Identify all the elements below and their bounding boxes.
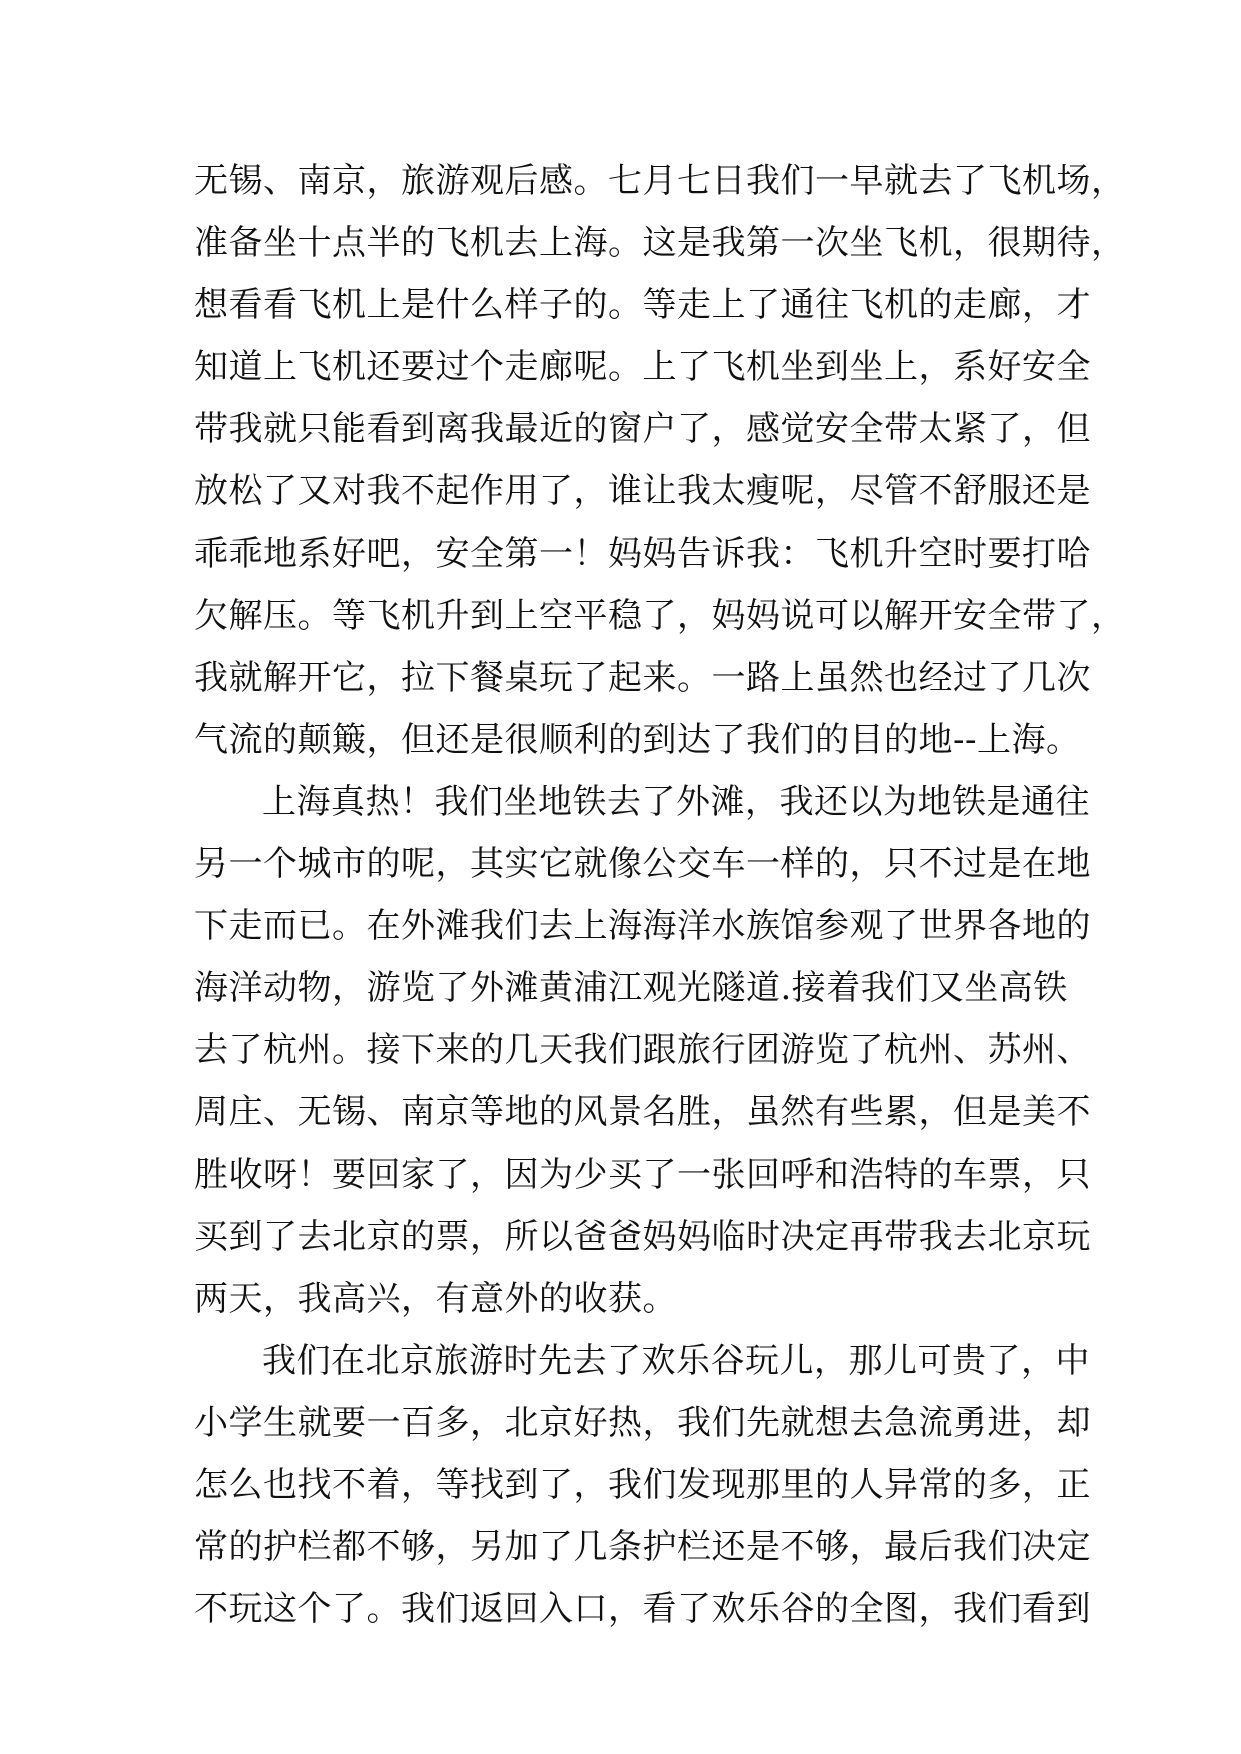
text-line: 准备坐十点半的飞机去上海。这是我第一次坐飞机，很期待， [194, 223, 1126, 264]
text-line: 带我就只能看到离我最近的窗户了，感觉安全带太紧了，但 [194, 409, 1091, 450]
body-text [194, 150, 1126, 1640]
text-line: 两天，我高兴，有意外的收获。 [194, 1278, 677, 1319]
paragraph-start-line: 上海真热！我们坐地铁去了外滩，我还以为地铁是通往 [262, 781, 1090, 822]
text-line: 下走而已。在外滩我们去上海海洋水族馆参观了世界各地的 [194, 906, 1091, 947]
text-line: 想看看飞机上是什么样子的。等走上了通往飞机的走廊，才 [194, 285, 1091, 326]
text-line: 知道上飞机还要过个走廊呢。上了飞机坐到坐上，系好安全 [194, 347, 1091, 388]
text-line: 买到了去北京的票，所以爸爸妈妈临时决定再带我去北京玩 [194, 1216, 1091, 1257]
text-line: 去了杭州。接下来的几天我们跟旅行团游览了杭州、苏州、 [194, 1030, 1091, 1071]
text-line: 气流的颠簸，但还是很顺利的到达了我们的目的地--上海。 [194, 719, 1081, 760]
text-line: 常的护栏都不够，另加了几条护栏还是不够，最后我们决定 [194, 1527, 1091, 1568]
text-line: 乖乖地系好吧，安全第一！妈妈告诉我：飞机升空时要打哈 [194, 533, 1091, 574]
text-line: 放松了又对我不起作用了，谁让我太瘦呢，尽管不舒服还是 [194, 471, 1091, 512]
text-line: 小学生就要一百多，北京好热，我们先就想去急流勇进，却 [194, 1402, 1091, 1443]
text-line: 海洋动物，游览了外滩黄浦江观光隧道.接着我们又坐高铁 [194, 968, 1068, 1009]
text-line: 另一个城市的呢，其实它就像公交车一样的，只不过是在地 [194, 844, 1091, 885]
text-line: 周庄、无锡、南京等地的风景名胜，虽然有些累，但是美不 [194, 1092, 1091, 1133]
text-line: 我就解开它，拉下餐桌玩了起来。一路上虽然也经过了几次 [194, 657, 1091, 698]
text-line: 欠解压。等飞机升到上空平稳了，妈妈说可以解开安全带了， [194, 595, 1126, 636]
text-line: 胜收呀！要回家了，因为少买了一张回呼和浩特的车票，只 [194, 1154, 1091, 1195]
paragraph-start-line: 我们在北京旅游时先去了欢乐谷玩儿，那儿可贵了，中 [262, 1340, 1090, 1381]
text-line: 怎么也找不着，等找到了，我们发现那里的人异常的多，正 [194, 1464, 1091, 1505]
text-line: 无锡、南京，旅游观后感。七月七日我们一早就去了飞机场， [194, 161, 1126, 201]
text-line: 不玩这个了。我们返回入口，看了欢乐谷的全图，我们看到 [194, 1589, 1091, 1630]
